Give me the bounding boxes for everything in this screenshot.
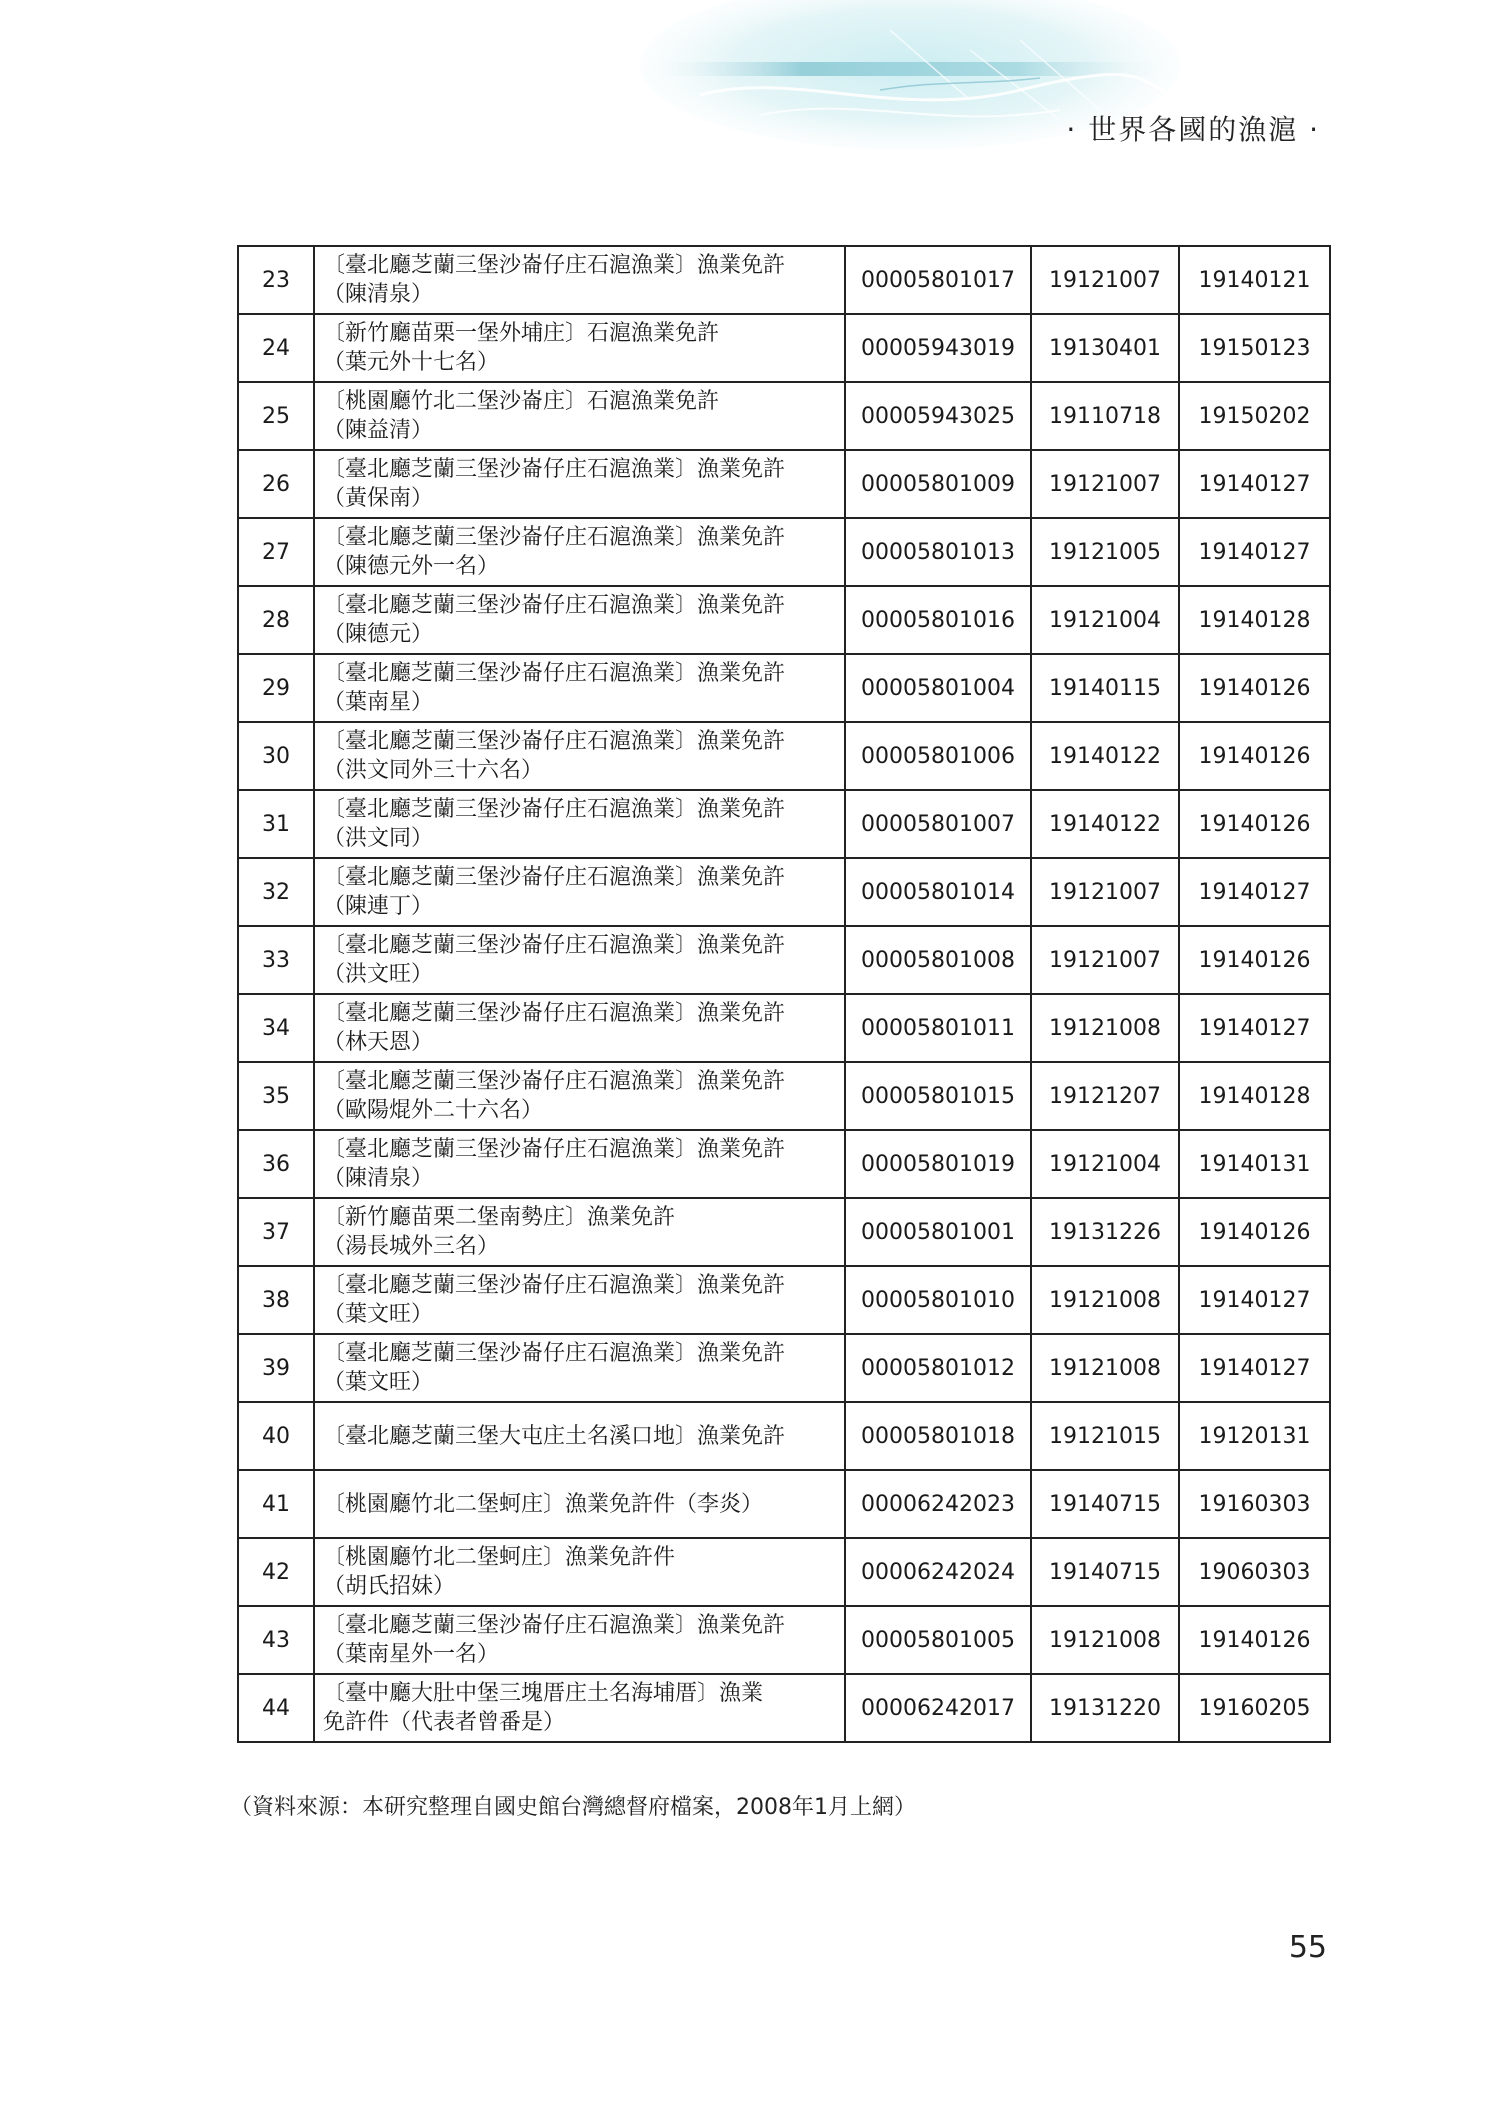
record-title-line1: 〔桃園廳竹北二堡蚵庄〕漁業免許件（李炎） bbox=[323, 1491, 764, 1517]
row-number-cell: 32 bbox=[238, 858, 314, 926]
record-title-line2: （葉文旺） bbox=[323, 1302, 434, 1327]
table-row bbox=[238, 1606, 1330, 1674]
record-title-cell bbox=[314, 1674, 845, 1742]
source-note: （資料來源：本研究整理自國史館台灣總督府檔案，2008年1月上網） bbox=[230, 1795, 916, 1820]
record-title-line2: （黃保南） bbox=[323, 486, 434, 511]
archive-code-cell: 00005801015 bbox=[845, 1062, 1031, 1130]
row-number-cell: 42 bbox=[238, 1538, 314, 1606]
end-date-cell: 19140121 bbox=[1179, 246, 1330, 314]
archive-code-cell: 00005801017 bbox=[845, 246, 1031, 314]
start-date-cell: 19140715 bbox=[1031, 1470, 1179, 1538]
end-date-cell: 19150202 bbox=[1179, 382, 1330, 450]
archive-code-cell: 00005801006 bbox=[845, 722, 1031, 790]
start-date-cell: 19110718 bbox=[1031, 382, 1179, 450]
record-title-line1: 〔臺北廳芝蘭三堡沙崙仔庄石滬漁業〕漁業免許 bbox=[323, 1341, 786, 1366]
record-title-cell bbox=[314, 654, 845, 722]
end-date-cell: 19160205 bbox=[1179, 1674, 1330, 1742]
archive-code-cell: 00005943019 bbox=[845, 314, 1031, 382]
row-number-cell: 35 bbox=[238, 1062, 314, 1130]
table-row bbox=[238, 1538, 1330, 1606]
end-date-cell: 19140127 bbox=[1179, 518, 1330, 586]
record-title-line1: 〔臺北廳芝蘭三堡沙崙仔庄石滬漁業〕漁業免許 bbox=[323, 661, 786, 686]
end-date-cell: 19150123 bbox=[1179, 314, 1330, 382]
table-row bbox=[238, 314, 1330, 382]
start-date-cell: 19140122 bbox=[1031, 790, 1179, 858]
table-row bbox=[238, 518, 1330, 586]
archive-code-cell: 00005801018 bbox=[845, 1402, 1031, 1470]
start-date-cell: 19121007 bbox=[1031, 246, 1179, 314]
archive-code-cell: 00005801005 bbox=[845, 1606, 1031, 1674]
start-date-cell: 19121004 bbox=[1031, 586, 1179, 654]
record-title-cell bbox=[314, 1198, 845, 1266]
table-body bbox=[238, 246, 1330, 1742]
chapter-running-title: · 世界各國的漁滬 · bbox=[1066, 113, 1320, 146]
start-date-cell: 19121008 bbox=[1031, 994, 1179, 1062]
table-row bbox=[238, 246, 1330, 314]
record-title-line2: （湯長城外三名） bbox=[323, 1234, 500, 1259]
end-date-cell: 19140127 bbox=[1179, 994, 1330, 1062]
start-date-cell: 19130401 bbox=[1031, 314, 1179, 382]
end-date-cell: 19140126 bbox=[1179, 926, 1330, 994]
record-title-line2: （陳益清） bbox=[323, 418, 434, 443]
row-number-cell: 24 bbox=[238, 314, 314, 382]
end-date-cell: 19140126 bbox=[1179, 1198, 1330, 1266]
record-title-line2: （林天恩） bbox=[323, 1030, 434, 1055]
end-date-cell: 19140128 bbox=[1179, 1062, 1330, 1130]
archive-code-cell: 00005943025 bbox=[845, 382, 1031, 450]
end-date-cell: 19140127 bbox=[1179, 858, 1330, 926]
start-date-cell: 19121008 bbox=[1031, 1266, 1179, 1334]
record-title-line2: （葉南星） bbox=[323, 690, 434, 715]
row-number-cell: 44 bbox=[238, 1674, 314, 1742]
record-title-cell bbox=[314, 1062, 845, 1130]
table-row bbox=[238, 1334, 1330, 1402]
record-title-line2: （陳清泉） bbox=[323, 282, 434, 307]
row-number-cell: 26 bbox=[238, 450, 314, 518]
record-title-cell bbox=[314, 1334, 845, 1402]
start-date-cell: 19121007 bbox=[1031, 450, 1179, 518]
record-title-cell bbox=[314, 450, 845, 518]
archive-code-cell: 00005801014 bbox=[845, 858, 1031, 926]
start-date-cell: 19140115 bbox=[1031, 654, 1179, 722]
row-number-cell: 33 bbox=[238, 926, 314, 994]
table-row bbox=[238, 722, 1330, 790]
row-number-cell: 29 bbox=[238, 654, 314, 722]
record-title-line1: 〔臺北廳芝蘭三堡沙崙仔庄石滬漁業〕漁業免許 bbox=[323, 525, 786, 550]
record-title-line2: （葉南星外一名） bbox=[323, 1642, 500, 1667]
record-title-cell bbox=[314, 1606, 845, 1674]
record-title-line1: 〔桃園廳竹北二堡蚵庄〕漁業免許件 bbox=[323, 1545, 676, 1570]
table-row bbox=[238, 1062, 1330, 1130]
end-date-cell: 19140127 bbox=[1179, 450, 1330, 518]
table-row bbox=[238, 994, 1330, 1062]
record-title-line1: 〔桃園廳竹北二堡沙崙庄〕石滬漁業免許 bbox=[323, 389, 720, 414]
row-number-cell: 41 bbox=[238, 1470, 314, 1538]
record-title-line2: （洪文同外三十六名） bbox=[323, 758, 544, 783]
record-title-cell bbox=[314, 586, 845, 654]
record-title-line2: （胡氏招妹） bbox=[323, 1574, 456, 1599]
record-title-line1: 〔臺中廳大肚中堡三塊厝庄土名海埔厝〕漁業 bbox=[323, 1681, 764, 1706]
archive-code-cell: 00006242024 bbox=[845, 1538, 1031, 1606]
archive-code-cell: 00005801012 bbox=[845, 1334, 1031, 1402]
record-title-line1: 〔臺北廳芝蘭三堡沙崙仔庄石滬漁業〕漁業免許 bbox=[323, 797, 786, 822]
archive-code-cell: 00006242023 bbox=[845, 1470, 1031, 1538]
row-number-cell: 34 bbox=[238, 994, 314, 1062]
record-title-line2: （陳連丁） bbox=[323, 894, 434, 919]
table-row bbox=[238, 1402, 1330, 1470]
table-row bbox=[238, 790, 1330, 858]
record-title-line1: 〔臺北廳芝蘭三堡沙崙仔庄石滬漁業〕漁業免許 bbox=[323, 1613, 786, 1638]
archive-code-cell: 00005801001 bbox=[845, 1198, 1031, 1266]
table-row bbox=[238, 382, 1330, 450]
record-title-cell bbox=[314, 790, 845, 858]
record-title-cell bbox=[314, 1266, 845, 1334]
record-title-cell bbox=[314, 1538, 845, 1606]
end-date-cell: 19160303 bbox=[1179, 1470, 1330, 1538]
row-number-cell: 28 bbox=[238, 586, 314, 654]
archive-code-cell: 00005801009 bbox=[845, 450, 1031, 518]
record-title-line1: 〔臺北廳芝蘭三堡沙崙仔庄石滬漁業〕漁業免許 bbox=[323, 1001, 786, 1026]
record-title-line2: （陳清泉） bbox=[323, 1166, 434, 1191]
end-date-cell: 19060303 bbox=[1179, 1538, 1330, 1606]
record-title-line1: 〔臺北廳芝蘭三堡沙崙仔庄石滬漁業〕漁業免許 bbox=[323, 253, 786, 278]
end-date-cell: 19140128 bbox=[1179, 586, 1330, 654]
record-title-line1: 〔臺北廳芝蘭三堡沙崙仔庄石滬漁業〕漁業免許 bbox=[323, 457, 786, 482]
archive-code-cell: 00005801010 bbox=[845, 1266, 1031, 1334]
start-date-cell: 19121015 bbox=[1031, 1402, 1179, 1470]
record-title-cell bbox=[314, 926, 845, 994]
table-row bbox=[238, 1198, 1330, 1266]
row-number-cell: 36 bbox=[238, 1130, 314, 1198]
record-title-cell bbox=[314, 382, 845, 450]
start-date-cell: 19121007 bbox=[1031, 858, 1179, 926]
row-number-cell: 40 bbox=[238, 1402, 314, 1470]
record-title-line2: （歐陽焜外二十六名） bbox=[323, 1098, 544, 1123]
row-number-cell: 25 bbox=[238, 382, 314, 450]
table-row bbox=[238, 1674, 1330, 1742]
start-date-cell: 19121004 bbox=[1031, 1130, 1179, 1198]
table-row bbox=[238, 586, 1330, 654]
page-number: 55 bbox=[1288, 1930, 1327, 1965]
end-date-cell: 19140127 bbox=[1179, 1266, 1330, 1334]
table-row bbox=[238, 858, 1330, 926]
row-number-cell: 38 bbox=[238, 1266, 314, 1334]
start-date-cell: 19131220 bbox=[1031, 1674, 1179, 1742]
end-date-cell: 19140126 bbox=[1179, 654, 1330, 722]
start-date-cell: 19121008 bbox=[1031, 1606, 1179, 1674]
archive-code-cell: 00005801011 bbox=[845, 994, 1031, 1062]
record-title-line1: 〔臺北廳芝蘭三堡沙崙仔庄石滬漁業〕漁業免許 bbox=[323, 1069, 786, 1094]
record-title-line1: 〔臺北廳芝蘭三堡沙崙仔庄石滬漁業〕漁業免許 bbox=[323, 865, 786, 890]
record-title-line2: （洪文同） bbox=[323, 826, 434, 851]
record-title-line1: 〔新竹廳苗栗二堡南勢庄〕漁業免許 bbox=[323, 1205, 676, 1230]
record-title-line2: 免許件（代表者曾番是） bbox=[323, 1710, 566, 1735]
start-date-cell: 19140715 bbox=[1031, 1538, 1179, 1606]
row-number-cell: 30 bbox=[238, 722, 314, 790]
row-number-cell: 43 bbox=[238, 1606, 314, 1674]
start-date-cell: 19131226 bbox=[1031, 1198, 1179, 1266]
record-title-line1: 〔臺北廳芝蘭三堡沙崙仔庄石滬漁業〕漁業免許 bbox=[323, 1137, 786, 1162]
record-title-cell bbox=[314, 858, 845, 926]
start-date-cell: 19121207 bbox=[1031, 1062, 1179, 1130]
record-title-cell bbox=[314, 1130, 845, 1198]
record-title-line1: 〔臺北廳芝蘭三堡沙崙仔庄石滬漁業〕漁業免許 bbox=[323, 729, 786, 754]
row-number-cell: 23 bbox=[238, 246, 314, 314]
end-date-cell: 19120131 bbox=[1179, 1402, 1330, 1470]
record-title-cell bbox=[314, 246, 845, 314]
record-title-line1: 〔臺北廳芝蘭三堡沙崙仔庄石滬漁業〕漁業免許 bbox=[323, 593, 786, 618]
archive-code-cell: 00005801016 bbox=[845, 586, 1031, 654]
table-row bbox=[238, 1266, 1330, 1334]
record-title-cell bbox=[314, 994, 845, 1062]
start-date-cell: 19121007 bbox=[1031, 926, 1179, 994]
end-date-cell: 19140131 bbox=[1179, 1130, 1330, 1198]
row-number-cell: 37 bbox=[238, 1198, 314, 1266]
start-date-cell: 19121008 bbox=[1031, 1334, 1179, 1402]
table-row bbox=[238, 654, 1330, 722]
row-number-cell: 27 bbox=[238, 518, 314, 586]
archive-code-cell: 00005801007 bbox=[845, 790, 1031, 858]
fishery-license-table bbox=[237, 245, 1331, 1743]
end-date-cell: 19140127 bbox=[1179, 1334, 1330, 1402]
table-row bbox=[238, 926, 1330, 994]
end-date-cell: 19140126 bbox=[1179, 790, 1330, 858]
record-title-cell bbox=[314, 314, 845, 382]
row-number-cell: 31 bbox=[238, 790, 314, 858]
table-row bbox=[238, 1130, 1330, 1198]
record-title-line2: （葉文旺） bbox=[323, 1370, 434, 1395]
record-title-cell bbox=[314, 518, 845, 586]
start-date-cell: 19121005 bbox=[1031, 518, 1179, 586]
record-title-line1: 〔臺北廳芝蘭三堡沙崙仔庄石滬漁業〕漁業免許 bbox=[323, 933, 786, 958]
table-row bbox=[238, 1470, 1330, 1538]
table-row bbox=[238, 450, 1330, 518]
archive-code-cell: 00005801019 bbox=[845, 1130, 1031, 1198]
record-title-line2: （洪文旺） bbox=[323, 962, 434, 987]
archive-code-cell: 00006242017 bbox=[845, 1674, 1031, 1742]
archive-code-cell: 00005801004 bbox=[845, 654, 1031, 722]
archive-code-cell: 00005801008 bbox=[845, 926, 1031, 994]
archive-code-cell: 00005801013 bbox=[845, 518, 1031, 586]
record-title-line1: 〔新竹廳苗栗一堡外埔庄〕石滬漁業免許 bbox=[323, 321, 720, 346]
record-title-line1: 〔臺北廳芝蘭三堡沙崙仔庄石滬漁業〕漁業免許 bbox=[323, 1273, 786, 1298]
record-title-line1: 〔臺北廳芝蘭三堡大屯庄土名溪口地〕漁業免許 bbox=[323, 1423, 786, 1449]
record-title-line2: （陳德元） bbox=[323, 622, 434, 647]
record-title-cell bbox=[314, 1402, 845, 1470]
record-title-line2: （陳德元外一名） bbox=[323, 554, 500, 579]
record-title-cell bbox=[314, 1470, 845, 1538]
end-date-cell: 19140126 bbox=[1179, 722, 1330, 790]
record-title-cell bbox=[314, 722, 845, 790]
end-date-cell: 19140126 bbox=[1179, 1606, 1330, 1674]
start-date-cell: 19140122 bbox=[1031, 722, 1179, 790]
record-title-line2: （葉元外十七名） bbox=[323, 350, 500, 375]
row-number-cell: 39 bbox=[238, 1334, 314, 1402]
